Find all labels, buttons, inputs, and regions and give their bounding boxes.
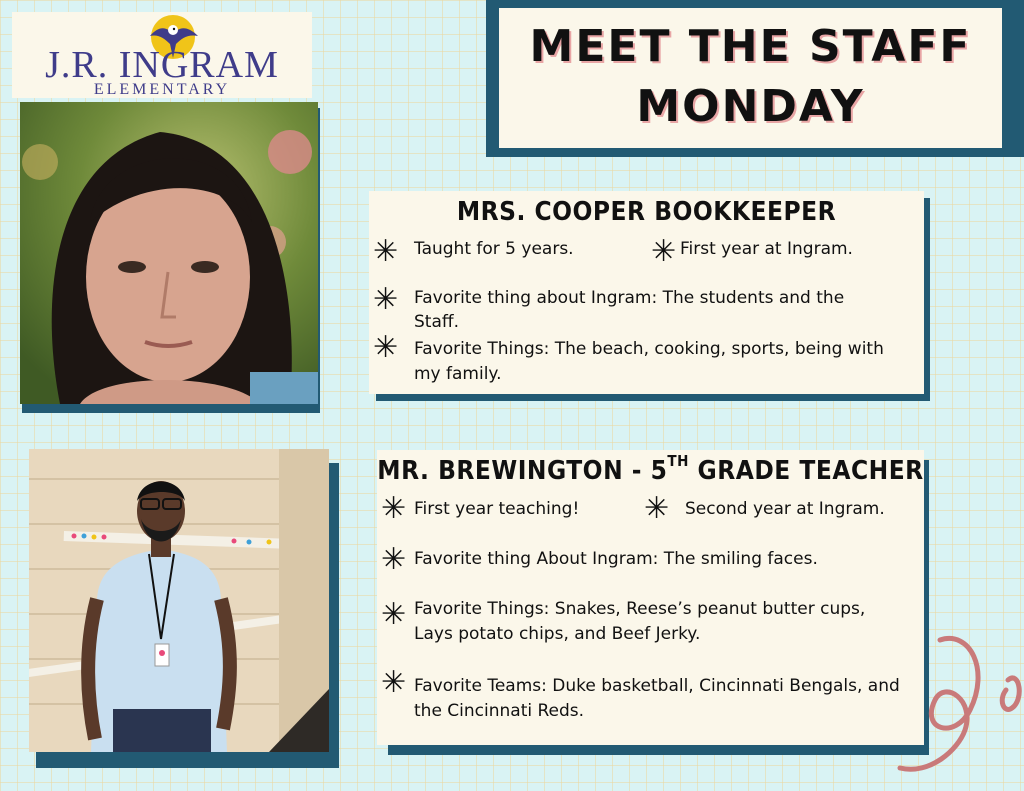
asterisk-star-icon: ✳ [651,234,677,269]
asterisk-star-icon: ✳ [373,234,399,269]
heading-text: GRADE TEACHER [688,456,924,486]
staff-fact: my family. [414,364,502,384]
school-logo [12,12,312,98]
staff-fact: Staff. [414,312,459,332]
heading-ordinal: TH [667,452,689,470]
staff-card-cooper [369,191,924,394]
staff-fact: Lays potato chips, and Beef Jerky. [414,624,701,644]
staff-fact: Favorite thing about Ingram: The students and the [414,288,845,308]
asterisk-star-icon: ✳ [381,665,407,700]
staff-fact: Taught for 5 years. [414,239,574,259]
heading-text: MR. BREWINGTON - 5 [377,456,668,486]
logo-school-name: J.R. INGRAM [45,44,279,86]
staff-heading-cooper: MRS. COOPER BOOKKEEPER [456,197,837,227]
asterisk-star-icon: ✳ [381,491,407,526]
logo-school-type: ELEMENTARY [93,81,231,98]
title-box [499,8,1002,148]
asterisk-star-icon: ✳ [373,330,399,365]
staff-fact: First year teaching! [414,499,580,519]
asterisk-star-icon: ✳ [381,597,407,632]
staff-fact: Favorite Things: The beach, cooking, sports, being with [414,339,884,359]
photo-brewington [29,449,329,752]
staff-fact: Second year at Ingram. [685,499,885,519]
staff-fact: First year at Ingram. [680,239,853,259]
asterisk-star-icon: ✳ [373,282,399,317]
page-subtitle: MONDAY [636,81,865,132]
staff-card-brewington [377,450,924,745]
staff-fact: Favorite Things: Snakes, Reese’s peanut butter cups, [414,599,866,619]
staff-fact: Favorite Teams: Duke basketball, Cincinnati Bengals, and [414,676,900,696]
decorative-swirl [880,630,1024,780]
asterisk-star-icon: ✳ [381,542,407,577]
staff-fact: Favorite thing About Ingram: The smiling faces. [414,549,818,569]
photo-cooper [20,102,318,404]
asterisk-star-icon: ✳ [644,491,670,526]
staff-heading-brewington [377,452,924,486]
staff-fact: the Cincinnati Reds. [414,701,585,721]
page-title: MEET THE STAFF [529,21,972,72]
